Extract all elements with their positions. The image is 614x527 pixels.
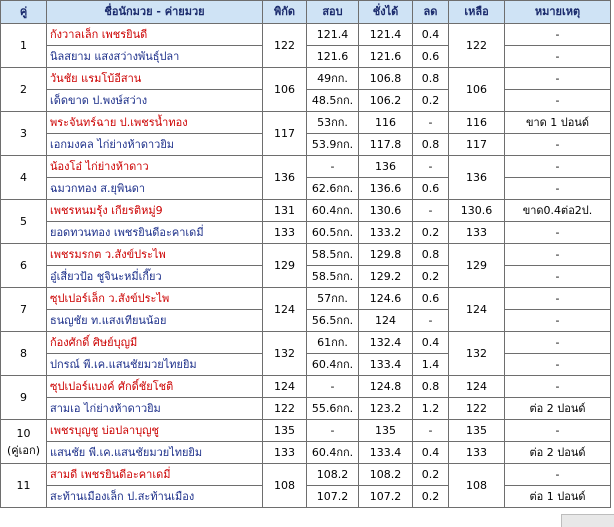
offer-weight: 121.6 xyxy=(307,46,359,68)
table-row xyxy=(1,420,611,442)
reduce-amount: - xyxy=(413,112,449,134)
reduce-amount: 0.4 xyxy=(413,442,449,464)
weight-limit: 124 xyxy=(263,288,307,332)
note: - xyxy=(505,464,611,486)
weighed-weight: 121.4 xyxy=(359,24,413,46)
weight-limit: 122 xyxy=(263,24,307,68)
offer-weight: - xyxy=(307,156,359,178)
header-note: หมายเหตุ xyxy=(505,1,611,24)
red-corner-fighter-name: พระจันทร์ฉาย ป.เพชรน้ำทอง xyxy=(47,112,263,134)
weight-limit: 108 xyxy=(263,464,307,508)
weighed-weight: 132.4 xyxy=(359,332,413,354)
offer-weight: 55.6กก. xyxy=(307,398,359,420)
offer-weight: 60.4กก. xyxy=(307,354,359,376)
note: - xyxy=(505,68,611,90)
offer-weight: 58.5กก. xyxy=(307,244,359,266)
offer-weight: 49กก. xyxy=(307,68,359,90)
weight-limit: 132 xyxy=(263,332,307,376)
weight-limit: 136 xyxy=(263,156,307,200)
weight-limit: 124 xyxy=(263,376,307,398)
blue-corner-fighter-name: สามเอ ไก่ย่างห้าดาวยิม xyxy=(47,398,263,420)
reduce-amount: 0.8 xyxy=(413,376,449,398)
note: - xyxy=(505,134,611,156)
blue-corner-fighter-name: อู๋เสี่ยวป้อ ชูจินะหมี่เกี๊ยว xyxy=(47,266,263,288)
weight-limit: 129 xyxy=(263,244,307,288)
note: - xyxy=(505,222,611,244)
remain-weight: 133 xyxy=(449,222,505,244)
scrollbar-corner[interactable] xyxy=(561,514,614,527)
reduce-amount: 1.2 xyxy=(413,398,449,420)
weight-limit: 131 xyxy=(263,200,307,222)
header-name: ชื่อนักมวย - ค่ายมวย xyxy=(47,1,263,24)
table-row xyxy=(1,464,611,486)
red-corner-fighter-name: ก้องศักดิ์ ศิษย์บุญมี xyxy=(47,332,263,354)
weighed-weight: 121.6 xyxy=(359,46,413,68)
bout-number xyxy=(1,68,47,112)
header-reduce: ลด xyxy=(413,1,449,24)
note: ขาด 1 ปอนด์ xyxy=(505,112,611,134)
bout-number-value: 9 xyxy=(20,391,27,404)
note: - xyxy=(505,266,611,288)
offer-weight: 121.4 xyxy=(307,24,359,46)
offer-weight: - xyxy=(307,376,359,398)
blue-corner-fighter-name: ปกรณ์ พี.เค.แสนชัยมวยไทยยิม xyxy=(47,354,263,376)
weight-limit: 122 xyxy=(263,398,307,420)
weight-limit: 117 xyxy=(263,112,307,156)
weighed-weight: 117.8 xyxy=(359,134,413,156)
offer-weight: 60.4กก. xyxy=(307,442,359,464)
remain-weight: 132 xyxy=(449,332,505,376)
reduce-amount: - xyxy=(413,156,449,178)
note: - xyxy=(505,24,611,46)
reduce-amount: 0.6 xyxy=(413,178,449,200)
table-row xyxy=(1,376,611,398)
remain-weight: 117 xyxy=(449,134,505,156)
remain-weight: 122 xyxy=(449,24,505,68)
table-row xyxy=(1,244,611,266)
offer-weight: 53.9กก. xyxy=(307,134,359,156)
weighed-weight: 135 xyxy=(359,420,413,442)
table-row xyxy=(1,68,611,90)
offer-weight: 58.5กก. xyxy=(307,266,359,288)
header-row xyxy=(1,1,611,24)
offer-weight: 62.6กก. xyxy=(307,178,359,200)
reduce-amount: 0.2 xyxy=(413,486,449,508)
weighed-weight: 116 xyxy=(359,112,413,134)
bout-number xyxy=(1,288,47,332)
note: - xyxy=(505,310,611,332)
blue-corner-fighter-name: เด็ดขาด ป.พงษ์สว่าง xyxy=(47,90,263,112)
bout-number-value: 7 xyxy=(20,303,27,316)
remain-weight: 130.6 xyxy=(449,200,505,222)
table-row xyxy=(1,398,611,420)
bout-number-value: 4 xyxy=(20,171,27,184)
note: - xyxy=(505,156,611,178)
note: ต่อ 2 ปอนด์ xyxy=(505,442,611,464)
weighed-weight: 136 xyxy=(359,156,413,178)
note: ต่อ 1 ปอนด์ xyxy=(505,486,611,508)
note: - xyxy=(505,288,611,310)
remain-weight: 122 xyxy=(449,398,505,420)
offer-weight: 61กก. xyxy=(307,332,359,354)
offer-weight: - xyxy=(307,420,359,442)
bout-number-value: 6 xyxy=(20,259,27,272)
table-row xyxy=(1,24,611,46)
bout-number xyxy=(1,420,47,464)
reduce-amount: 0.2 xyxy=(413,464,449,486)
bout-number-value: 10 xyxy=(16,426,31,440)
bout-number-value: 1 xyxy=(20,39,27,52)
bout-number-value: 11 xyxy=(16,479,31,492)
bout-number-value: 2 xyxy=(20,83,27,96)
note: - xyxy=(505,90,611,112)
weight-limit: 135 xyxy=(263,420,307,442)
table-row xyxy=(1,112,611,134)
offer-weight: 57กก. xyxy=(307,288,359,310)
remain-weight: 124 xyxy=(449,376,505,398)
bout-number xyxy=(1,332,47,376)
remain-weight: 129 xyxy=(449,244,505,288)
weight-limit: 133 xyxy=(263,442,307,464)
note: ต่อ 2 ปอนด์ xyxy=(505,398,611,420)
table-body xyxy=(1,24,611,508)
bout-number-value: 3 xyxy=(20,127,27,140)
blue-corner-fighter-name: เอกมงคล ไก่ย่างห้าดาวยิม xyxy=(47,134,263,156)
note: - xyxy=(505,354,611,376)
reduce-amount: 0.2 xyxy=(413,90,449,112)
note: - xyxy=(505,332,611,354)
bout-number xyxy=(1,376,47,420)
reduce-amount: 0.6 xyxy=(413,288,449,310)
remain-weight: 133 xyxy=(449,442,505,464)
weighed-weight: 130.6 xyxy=(359,200,413,222)
offer-weight: 56.5กก. xyxy=(307,310,359,332)
offer-weight: 107.2 xyxy=(307,486,359,508)
reduce-amount: 0.6 xyxy=(413,46,449,68)
offer-weight: 53กก. xyxy=(307,112,359,134)
weighed-weight: 133.4 xyxy=(359,354,413,376)
weighed-weight: 124.6 xyxy=(359,288,413,310)
weight-limit: 106 xyxy=(263,68,307,112)
remain-weight: 106 xyxy=(449,68,505,112)
reduce-amount: - xyxy=(413,310,449,332)
table-row xyxy=(1,288,611,310)
weighed-weight: 123.2 xyxy=(359,398,413,420)
remain-weight: 135 xyxy=(449,420,505,442)
table-row xyxy=(1,442,611,464)
weight-limit: 133 xyxy=(263,222,307,244)
weighed-weight: 108.2 xyxy=(359,464,413,486)
table-row xyxy=(1,156,611,178)
red-corner-fighter-name: กังวาลเล็ก เพชรยินดี xyxy=(47,24,263,46)
blue-corner-fighter-name: ธนญชัย ท.แสงเทียนน้อย xyxy=(47,310,263,332)
offer-weight: 48.5กก. xyxy=(307,90,359,112)
offer-weight: 108.2 xyxy=(307,464,359,486)
header-offer: สอบ xyxy=(307,1,359,24)
reduce-amount: 0.2 xyxy=(413,266,449,288)
remain-weight: 108 xyxy=(449,464,505,508)
note: - xyxy=(505,376,611,398)
weighed-weight: 124 xyxy=(359,310,413,332)
red-corner-fighter-name: เพชรบุญชู บ่อปลาบุญชู xyxy=(47,420,263,442)
blue-corner-fighter-name: ยอดทวนทอง เพชรยินดีอะคาเดมี่ xyxy=(47,222,263,244)
blue-corner-fighter-name: สะท้านเมืองเล็ก ป.สะท้านเมือง xyxy=(47,486,263,508)
offer-weight: 60.5กก. xyxy=(307,222,359,244)
reduce-amount: - xyxy=(413,420,449,442)
weighed-weight: 129.2 xyxy=(359,266,413,288)
weighed-weight: 133.2 xyxy=(359,222,413,244)
red-corner-fighter-name: ซุปเปอร์เล็ก ว.สังข์ประไพ xyxy=(47,288,263,310)
bout-number-value: 8 xyxy=(20,347,27,360)
bout-number xyxy=(1,24,47,68)
table-row xyxy=(1,332,611,354)
bout-number-value: 5 xyxy=(20,215,27,228)
red-corner-fighter-name: วันชัย แรมโบ้อีสาน xyxy=(47,68,263,90)
remain-weight: 124 xyxy=(449,288,505,332)
reduce-amount: 0.8 xyxy=(413,68,449,90)
red-corner-fighter-name: น้องโอ๋ ไก่ย่างห้าดาว xyxy=(47,156,263,178)
note: ขาด0.4ต่อ2ป. xyxy=(505,200,611,222)
header-no: คู่ xyxy=(1,1,47,24)
note: - xyxy=(505,244,611,266)
reduce-amount: 0.8 xyxy=(413,244,449,266)
reduce-amount: 0.2 xyxy=(413,222,449,244)
bout-number xyxy=(1,112,47,156)
bout-number xyxy=(1,200,47,244)
note: - xyxy=(505,420,611,442)
blue-corner-fighter-name: ฉมวกทอง ส.ยุพินดา xyxy=(47,178,263,200)
reduce-amount: 0.4 xyxy=(413,332,449,354)
note: - xyxy=(505,178,611,200)
red-corner-fighter-name: เพชรหนมรุ้ง เกียรติหมู่9 xyxy=(47,200,263,222)
weighed-weight: 106.2 xyxy=(359,90,413,112)
reduce-amount: 0.4 xyxy=(413,24,449,46)
weighed-weight: 107.2 xyxy=(359,486,413,508)
bout-number xyxy=(1,156,47,200)
red-corner-fighter-name: สามดี เพชรยินดีอะคาเดมี่ xyxy=(47,464,263,486)
table-row xyxy=(1,200,611,222)
reduce-amount: - xyxy=(413,200,449,222)
offer-weight: 60.4กก. xyxy=(307,200,359,222)
remain-weight: 136 xyxy=(449,156,505,200)
note: - xyxy=(505,46,611,68)
header-weighed: ชั่งได้ xyxy=(359,1,413,24)
table-row xyxy=(1,222,611,244)
header-remain: เหลือ xyxy=(449,1,505,24)
reduce-amount: 0.8 xyxy=(413,134,449,156)
bout-main-event-label: (คู่เอก) xyxy=(7,443,40,457)
red-corner-fighter-name: ซุปเปอร์แบงค์ ศักดิ์ชัยโชติ xyxy=(47,376,263,398)
blue-corner-fighter-name: นิลสยาม แสงสว่างพันธ์ุปลา xyxy=(47,46,263,68)
weighed-weight: 136.6 xyxy=(359,178,413,200)
bout-number xyxy=(1,464,47,508)
weighed-weight: 129.8 xyxy=(359,244,413,266)
remain-weight: 116 xyxy=(449,112,505,134)
weighed-weight: 124.8 xyxy=(359,376,413,398)
weighed-weight: 106.8 xyxy=(359,68,413,90)
blue-corner-fighter-name: แสนชัย พี.เค.แสนชัยมวยไทยยิม xyxy=(47,442,263,464)
weighed-weight: 133.4 xyxy=(359,442,413,464)
header-limit: พิกัด xyxy=(263,1,307,24)
bout-number xyxy=(1,244,47,288)
reduce-amount: 1.4 xyxy=(413,354,449,376)
red-corner-fighter-name: เพชรมรกต ว.สังข์ประไพ xyxy=(47,244,263,266)
